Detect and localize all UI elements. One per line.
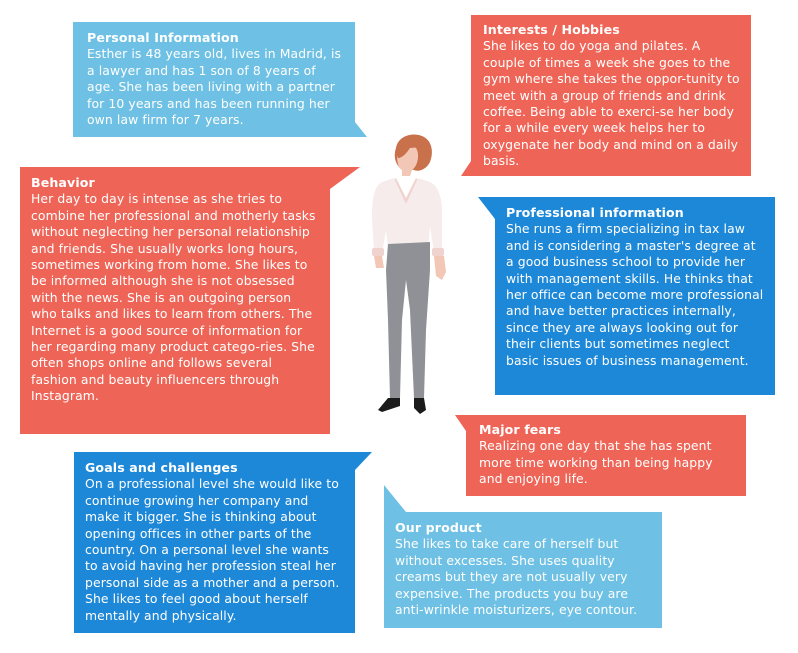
card-title: Goals and challenges xyxy=(85,460,238,475)
goals-challenges-card xyxy=(74,452,355,633)
card-title: Interests / Hobbies xyxy=(483,22,620,37)
card-title: Our product xyxy=(395,520,482,535)
card-body: Esther is 48 years old, lives in Madrid, is a lawyer and has 1 son of 8 years of age. She has been living with a partner for 10 years and has been running her own law firm for 7 years. xyxy=(87,46,342,128)
interests-hobbies-card xyxy=(471,15,751,176)
speech-tail xyxy=(355,452,372,470)
speech-tail xyxy=(384,485,406,512)
card-body: Realizing one day that she has spent more time working than being happy and enjoying life. xyxy=(479,438,713,487)
our-product-card xyxy=(384,512,662,628)
card-title: Professional information xyxy=(506,205,684,220)
card-title: Major fears xyxy=(479,422,561,437)
woman-figure-illustration-icon xyxy=(360,130,470,425)
speech-tail xyxy=(330,167,360,189)
card-body: She likes to do yoga and pilates. A couple of times a week she goes to the gym where she takes the oppor-tunity to meet with a group of friends and drink coffee. Being able to exerci-se her body for a while every week helps her to oxygenate her body and mind on a daily basis. xyxy=(483,38,740,169)
speech-tail xyxy=(478,197,495,219)
card-body: She runs a firm specializing in tax law and is considering a master's degree at a good business school to provide her with management skills. He thinks that her office can become more professional and have better practices internally, since they are always looking out for their clients but sometimes neglect basic issues of business management. xyxy=(506,221,764,368)
card-title: Personal Information xyxy=(87,30,239,45)
major-fears-card xyxy=(466,415,746,496)
card-body: She likes to take care of herself but without excesses. She uses quality creams but they are not usually very expensive. The products you buy are anti-wrinkle moisturizers, eye contour. xyxy=(395,536,638,618)
card-body: On a professional level she would like to continue growing her company and make it bigger. She is thinking about opening offices in other parts of the country. On a personal level she wants to avoid having her profession steal her personal side as a mother and a person. She likes to feel good about herself mentally and physically. xyxy=(85,476,340,623)
card-body: Her day to day is intense as she tries to combine her professional and motherly tasks without neglecting her personal relationship and friends. She usually works long hours, sometimes working from home. She likes to be informed although she is not obsessed with the news. She is an outgoing person who talks and likes to learn from others. The Internet is a good source of information for her regarding many product catego-ries. She often shops online and follows several fashion and beauty influencers through Instagram. xyxy=(31,191,316,404)
personal-information-card xyxy=(73,22,355,137)
professional-information-card xyxy=(495,197,775,395)
behavior-card xyxy=(20,167,330,434)
card-title: Behavior xyxy=(31,175,95,190)
